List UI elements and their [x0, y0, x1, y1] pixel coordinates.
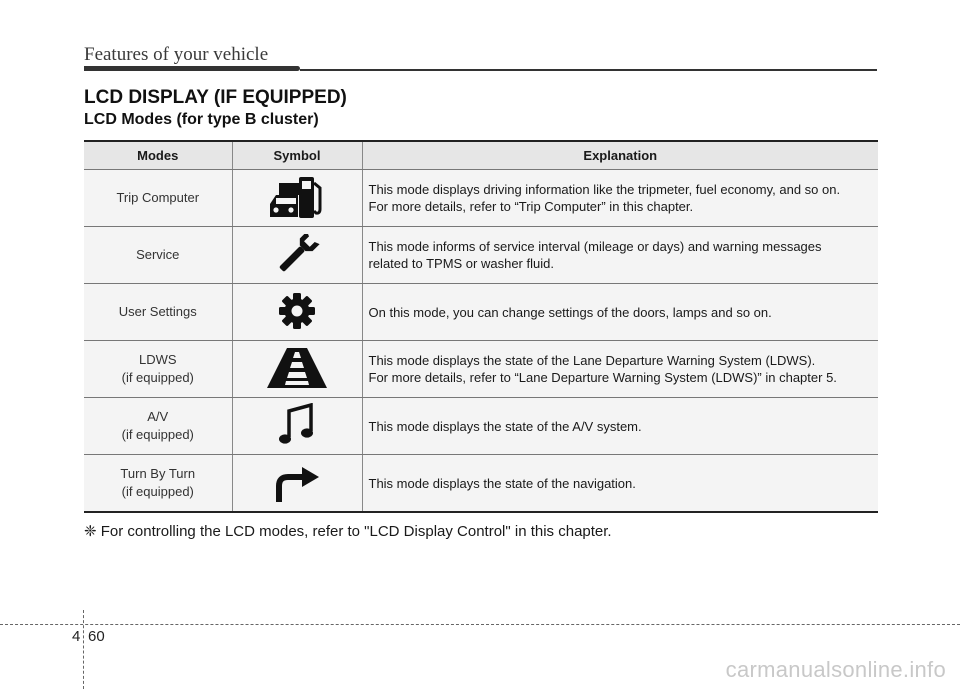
gear-icon [277, 291, 317, 331]
header-rule-thin [300, 69, 877, 71]
table-row [84, 398, 878, 455]
mode-name: Service [136, 247, 180, 262]
explanation-cell [362, 284, 878, 341]
lcd-modes-table [84, 140, 878, 513]
lane-departure-icon [265, 346, 329, 390]
explanation-text: related to TPMS or washer fluid. [368, 256, 554, 271]
table-row [84, 170, 878, 227]
explanation-text: This mode informs of service interval (mileage or days) and warning messages [368, 239, 822, 254]
explanation-cell [362, 398, 878, 455]
sub-title: LCD Modes (for type B cluster) [84, 111, 319, 128]
footer-dashed-rule [0, 624, 960, 625]
mode-cell [84, 284, 232, 341]
page-section-number: 4 [72, 628, 81, 645]
watermark: carmanualsonline.info [725, 657, 946, 682]
table-row [84, 341, 878, 398]
mode-name: Trip Computer [116, 190, 200, 205]
explanation-text: This mode displays the state of the A/V system. [368, 418, 642, 434]
section-title: LCD DISPLAY (IF EQUIPPED) [84, 87, 347, 108]
column-header-explanation: Explanation [362, 141, 878, 170]
explanation-text: This mode displays the state of the Lane Departure Warning System (LDWS). [368, 353, 816, 368]
explanation-cell [362, 455, 878, 513]
mode-cell [84, 398, 232, 455]
explanation-text: This mode displays driving information like the tripmeter, fuel economy, and so on. [368, 182, 841, 197]
symbol-cell [232, 455, 362, 513]
explanation-text: On this mode, you can change settings of the doors, lamps and so on. [368, 304, 772, 320]
table-row [84, 284, 878, 341]
column-header-symbol: Symbol [232, 141, 362, 170]
footer-dashed-divider [83, 610, 84, 689]
explanation-cell [362, 341, 878, 398]
mode-qualifier: (if equipped) [121, 427, 194, 442]
wrench-icon [273, 234, 321, 274]
symbol-cell [232, 227, 362, 284]
explanation-text: For more details, refer to “Lane Departure Warning System (LDWS)” in chapter 5. [368, 370, 837, 385]
mode-qualifier: (if equipped) [121, 484, 194, 499]
mode-cell [84, 341, 232, 398]
table-row [84, 455, 878, 513]
symbol-cell [232, 398, 362, 455]
footnote: ❈ For controlling the LCD modes, refer to "LCD Display Control" in this chapter. [84, 523, 612, 540]
column-header-modes: Modes [84, 141, 232, 170]
mode-cell [84, 455, 232, 513]
music-note-icon [277, 403, 317, 447]
mode-name: Turn By Turn [120, 466, 196, 481]
symbol-cell [232, 341, 362, 398]
page-number: 60 [88, 628, 105, 645]
header-rule-thick [84, 66, 300, 71]
mode-qualifier: (if equipped) [121, 370, 194, 385]
mode-name: A/V [147, 409, 169, 424]
table-row [84, 227, 878, 284]
table-header-row [84, 141, 878, 170]
turn-arrow-icon [271, 460, 323, 504]
explanation-text: This mode displays the state of the navigation. [368, 475, 636, 491]
symbol-cell [232, 284, 362, 341]
mode-name: User Settings [118, 304, 197, 319]
header-title: Features of your vehicle [84, 44, 269, 65]
mode-name: LDWS [138, 352, 177, 367]
symbol-cell [232, 170, 362, 227]
explanation-cell [362, 170, 878, 227]
explanation-cell [362, 227, 878, 284]
mode-cell [84, 227, 232, 284]
trip-computer-icon [265, 173, 329, 221]
explanation-text: For more details, refer to “Trip Computer” in this chapter. [368, 199, 694, 214]
mode-cell [84, 170, 232, 227]
